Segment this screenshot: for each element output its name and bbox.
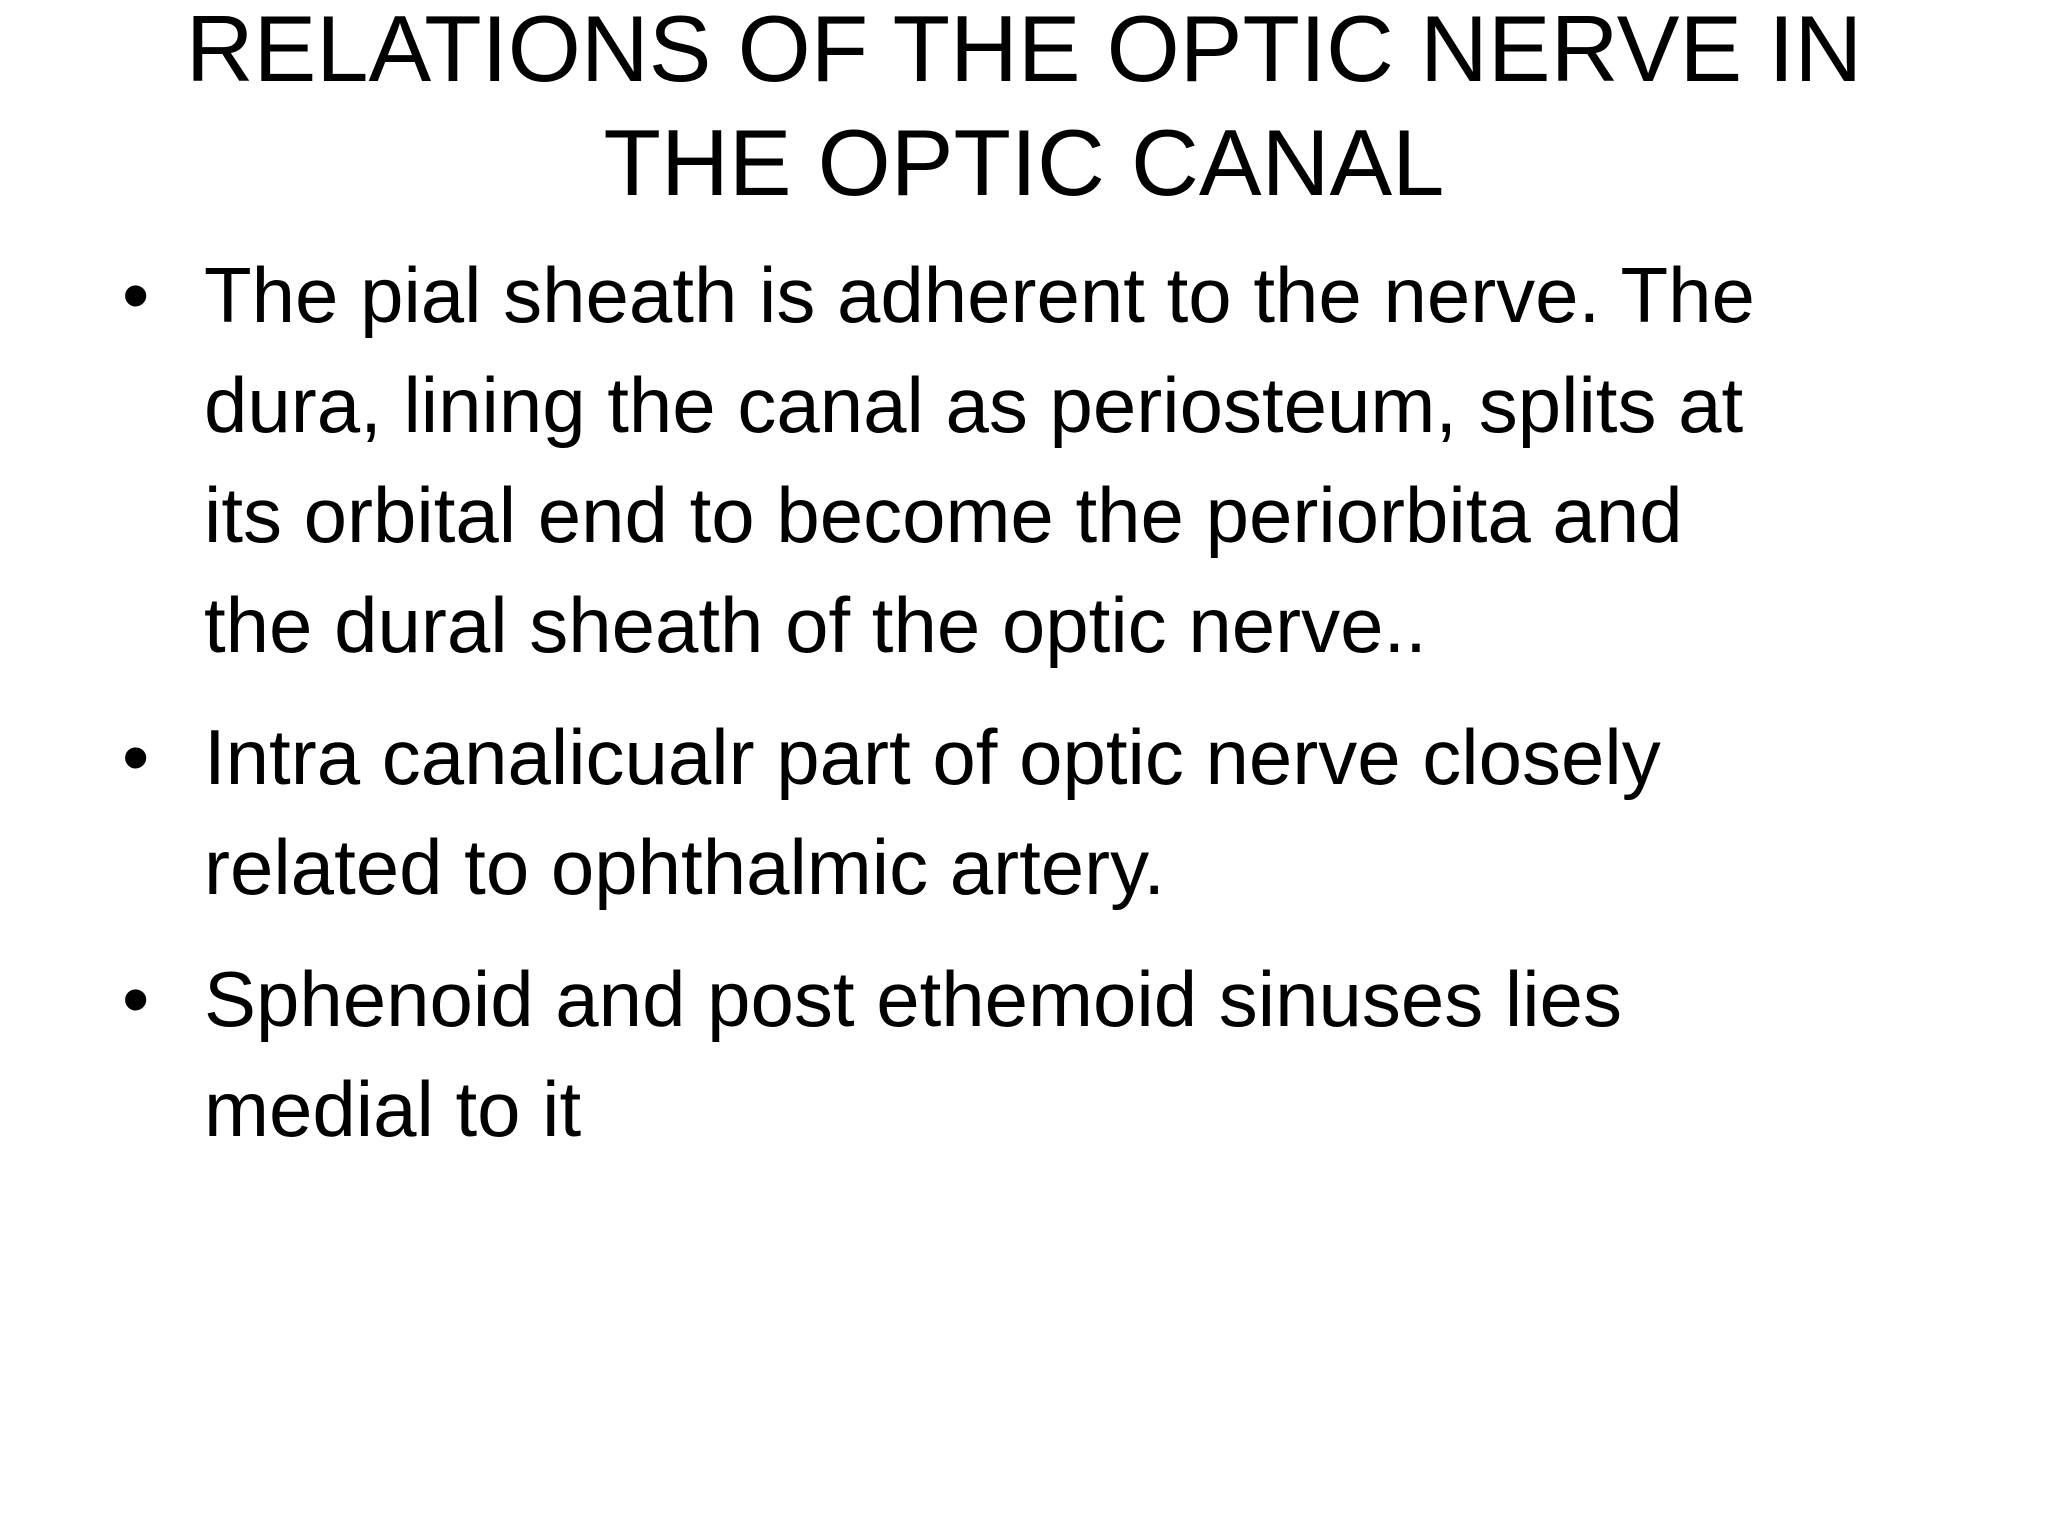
bullet-text-line: medial to it bbox=[204, 1065, 582, 1153]
bullet-text-line: Sphenoid and post ethemoid sinuses lies bbox=[204, 955, 1622, 1043]
bullet-text-line: dura, lining the canal as periosteum, splits at bbox=[204, 361, 1744, 449]
bullet-dot-icon: • bbox=[122, 713, 150, 801]
bullet-text-line: related to ophthalmic artery. bbox=[204, 823, 1166, 911]
slide-title bbox=[130, 0, 1918, 220]
bullet-text-line: The pial sheath is adherent to the nerve. The bbox=[204, 251, 1755, 339]
title-line-2: THE OPTIC CANAL bbox=[603, 110, 1445, 215]
bullet-item-ophthalmic-artery bbox=[122, 702, 1902, 922]
bullet-text-line: its orbital end to become the periorbita and bbox=[204, 471, 1683, 559]
bullet-text-line: Intra canalicualr part of optic nerve closely bbox=[204, 713, 1661, 801]
bullet-list bbox=[122, 240, 1902, 1186]
bullet-dot-icon: • bbox=[122, 955, 150, 1043]
bullet-dot-icon: • bbox=[122, 251, 150, 339]
title-line-1: RELATIONS OF THE OPTIC NERVE IN bbox=[185, 0, 1863, 101]
bullet-item-sinuses bbox=[122, 944, 1902, 1164]
bullet-item-pial-sheath bbox=[122, 240, 1902, 680]
bullet-text-line: the dural sheath of the optic nerve.. bbox=[204, 581, 1427, 669]
